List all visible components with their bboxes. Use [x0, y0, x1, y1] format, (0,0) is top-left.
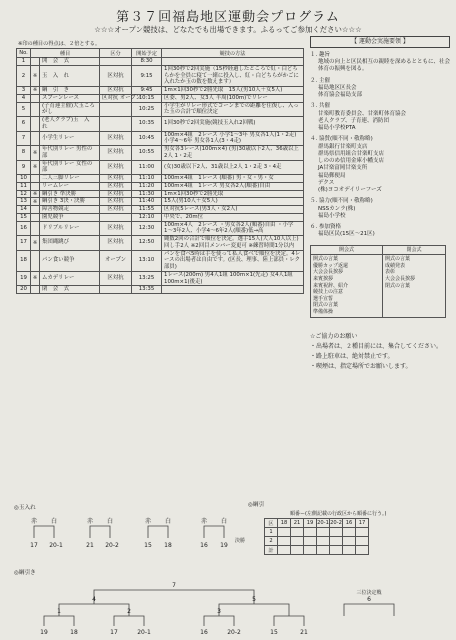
start-time: 10:25 — [132, 102, 162, 117]
event-method: 男女各3レース(100m×4) (男)30歳以下2人、36歳以上2人 1・2走 — [162, 146, 304, 161]
event-category — [100, 58, 132, 66]
list-item: デクス — [318, 179, 335, 186]
row-number: 3 — [17, 87, 31, 95]
double-score-mark — [31, 206, 40, 214]
event-method: 1回30秒で2回実施（15秒経過したところで紅・白どちらかを全員に寝て一緒に投入し、紅・白どちらがかごに入れたか玉の数を数えます） — [162, 65, 304, 86]
team-num: 18 — [164, 542, 172, 549]
event-name: 綱引き 3決・決勝 — [40, 198, 100, 206]
list-item: しののめ信用金庫小幡支店 — [318, 158, 385, 165]
double-score-mark: ※ — [31, 146, 40, 161]
program-row — [17, 160, 304, 175]
team-num: 20-1 — [137, 629, 151, 636]
event-method: 小学生がリレー形式でコーンまでの距離を往復し、入った玉の合計で順位決定 — [162, 102, 304, 117]
start-time: 10:35 — [132, 117, 162, 132]
team-num: 20-2 — [105, 542, 119, 549]
list-item: NSSカンラ(株) — [318, 205, 356, 212]
event-category: 区対抗 — [100, 236, 132, 251]
row-number: 5 — [17, 102, 31, 117]
event-name: 集団縄跳び — [40, 236, 100, 251]
event-method: 1m×1回30秒で2勝先取 15人(男10人＋女5人) — [162, 87, 304, 95]
team-num: 19 — [40, 629, 48, 636]
program-row — [17, 65, 304, 86]
team-num: 15 — [270, 629, 278, 636]
score-header: 20-1 — [317, 520, 329, 526]
start-time: 11:30 — [132, 190, 162, 198]
row-number: 1 — [17, 58, 31, 66]
start-time: 12:50 — [132, 236, 162, 251]
event-method: 区委、男2人、女3人 半周(100m)でリレー — [162, 94, 304, 102]
ceremony-item: 閉式の言葉 — [313, 302, 339, 309]
double-score-mark — [31, 117, 40, 132]
row-number: 7 — [17, 131, 31, 146]
team-num: 21 — [86, 542, 94, 549]
row-number: 9 — [17, 160, 31, 175]
col-event: 種目 — [31, 49, 100, 58]
section-eligibility — [310, 224, 450, 239]
pair-3-a: 赤 — [200, 518, 208, 525]
event-name: (老人クラブ)玉 入 れ — [40, 117, 100, 132]
start-time: 11:10 — [132, 175, 162, 183]
program-body — [17, 58, 304, 294]
ceremony-order-table — [310, 245, 446, 318]
ceremony-item: 準備体操 — [313, 309, 334, 315]
ceremony-item: 開式の言葉 — [384, 256, 410, 263]
col-method: 競技の方法 — [162, 49, 304, 58]
tsunahiki-bracket — [14, 576, 434, 636]
score-header: 20-2 — [330, 520, 342, 526]
request-item: ・出場者は、２種目前には、集合してください。 — [310, 342, 443, 350]
program-row — [17, 58, 304, 66]
event-name: 小学生リレー — [40, 131, 100, 146]
team-num: 18 — [70, 629, 78, 636]
bracket-top: 2 — [127, 608, 131, 615]
row-number: 14 — [17, 206, 31, 214]
list-item: 福島地区区長会 — [318, 84, 357, 91]
list-item: 福島小学校PTA — [318, 125, 356, 132]
list-item: (株)ヨコオデイリーフーズ — [318, 187, 382, 194]
program-row — [17, 250, 304, 271]
program-row — [17, 131, 304, 146]
request-item: ・路上駐車は、絶対禁止です。 — [310, 352, 394, 360]
score-header: 17 — [356, 519, 369, 528]
team-num: 20-1 — [49, 542, 63, 549]
program-header-row — [17, 49, 304, 58]
event-category: 区対抗 — [100, 160, 132, 175]
event-method: 1m×1回30秒で2勝先取 — [162, 190, 304, 198]
event-name: 玉 入 れ — [40, 65, 100, 86]
event-category: 区対抗 — [100, 65, 132, 86]
event-method: 100m×4人 2レース ・男女各2人(順番)自由 ・小学1〜3年2人、小学4〜6年2人(順番)低→高 — [162, 221, 304, 236]
event-category — [100, 102, 132, 117]
third-place-label: 三位決定戦 — [356, 590, 382, 596]
bracket-top: 3 — [217, 608, 221, 615]
event-method: 1レース(200m) 男4人1組 100m×1(先走) 女4人1組 100m×1(後走) — [162, 271, 304, 286]
double-score-mark: ※ — [31, 236, 40, 251]
program-row — [17, 102, 304, 117]
program-table — [16, 48, 304, 294]
double-score-mark — [31, 58, 40, 66]
event-method: 100m×4組 2レース 小学1〜3年 男女各1人(1・2走) 小学4〜6年 男女各1人(3・4走) — [162, 131, 304, 146]
event-method: 区対抗5レース(男3人・女2人) — [162, 206, 304, 214]
row-number: 17 — [17, 236, 31, 251]
pair-0-a: 赤 — [30, 518, 38, 525]
event-category: 区対抗 — [100, 198, 132, 206]
section-title: ５. 協力(順不同・敬称略) — [310, 198, 373, 205]
event-method: 100m×4組 1レース 男女各2人(順番)自由 — [162, 182, 304, 190]
event-category: 区対抗 — [100, 221, 132, 236]
program-row — [17, 213, 304, 221]
team-num: 17 — [110, 629, 118, 636]
row-number: 6 — [17, 117, 31, 132]
event-name: 年代別リレー 男性の部 — [40, 146, 100, 161]
section-host — [310, 78, 450, 100]
double-score-mark — [31, 182, 40, 190]
start-time: 12:10 — [132, 213, 162, 221]
start-time: 11:55 — [132, 206, 162, 214]
double-score-mark — [31, 131, 40, 146]
ceremony-item: 来賓祝辞、紹介 — [313, 282, 349, 289]
event-method: パンを食べ5時は手を使って私人食べで順位を決定。4レースの出場者は自由です。(区長、理事、陸上部員・レク部員) — [162, 250, 304, 271]
program-row — [17, 221, 304, 236]
bracket-top: 4 — [92, 596, 96, 603]
list-item: JA甘楽富岡甘楽支所 — [318, 165, 368, 172]
event-method: 縄数2回の合計で順位を決定。選手15人(大人10人以上) 回し手2人 ※2回目メンバー変更可 ※練習時間1分以内 — [162, 236, 304, 251]
score-table — [264, 518, 369, 555]
event-category: 区対抗 オープン — [100, 94, 132, 102]
ceremony-item: 大会会長挨拶 — [313, 269, 344, 276]
tamaire-bracket — [14, 512, 254, 552]
program-row — [17, 175, 304, 183]
score-row-label: 計 — [265, 546, 278, 555]
event-name: (子育連主催)大玉ころがし — [40, 102, 100, 117]
bracket-top: 6 — [367, 596, 371, 603]
ceremony-item: 来賓挨拶 — [313, 276, 334, 283]
pair-0-b: 白 — [50, 518, 58, 525]
double-score-mark — [31, 250, 40, 271]
score-row-label: 2 — [265, 537, 278, 546]
pair-1-a: 赤 — [86, 518, 94, 525]
event-name: スプーンレース — [40, 94, 100, 102]
event-category: 区対抗 — [100, 206, 132, 214]
program-row — [17, 94, 304, 102]
scoring-note: ※印の種目の得点は、２倍とする。 — [18, 41, 101, 47]
section-title: ２. 主催 — [310, 77, 330, 84]
event-category — [100, 213, 132, 221]
team-num: 16 — [200, 542, 208, 549]
event-name: 綱引き 準決勝 — [40, 190, 100, 198]
event-name: 障害物競走 — [40, 206, 100, 214]
row-number: 16 — [17, 221, 31, 236]
event-category: 区対抗 — [100, 271, 132, 286]
list-item: 福島郵便局 — [318, 172, 346, 179]
program-row — [17, 236, 304, 251]
row-number: 20 — [17, 286, 31, 294]
double-score-mark: ※ — [31, 65, 40, 86]
section-cohost — [310, 103, 450, 132]
event-category: オープン — [100, 250, 132, 271]
opening-ceremony-list — [311, 255, 383, 317]
event-method: 1回30秒で2回実施(競技玉入れ2回戦) — [162, 117, 304, 132]
double-score-mark — [31, 94, 40, 102]
row-number: 12 — [17, 190, 31, 198]
program-row — [17, 190, 304, 198]
event-category: 区対抗 — [100, 131, 132, 146]
pair-3-b: 白 — [220, 518, 228, 525]
page-title: 第３７回福島地区運動会プログラム — [116, 10, 340, 25]
ceremony-item: 大会会長挨拶 — [384, 276, 415, 283]
list-item: 甘楽町教育委員会、甘楽町体育協会 — [318, 110, 407, 117]
section-sponsors — [310, 136, 450, 194]
program-row — [17, 87, 304, 95]
program-row — [17, 198, 304, 206]
start-time: 11:00 — [132, 160, 162, 175]
event-category: 区対抗 — [100, 175, 132, 183]
row-number: 15 — [17, 213, 31, 221]
guidelines-panel — [310, 36, 450, 372]
row-number: 8 — [17, 146, 31, 161]
event-name: 閉 会 式 — [40, 286, 100, 294]
event-method: 100m×4組 1レース (順番) 男・女・男・女 — [162, 175, 304, 183]
section-title: ４. 協賛(順不同・敬称略) — [310, 136, 373, 143]
row-number: 11 — [17, 182, 31, 190]
start-time: 13:10 — [132, 250, 162, 271]
row-number: 18 — [17, 250, 31, 271]
pair-2-b: 白 — [164, 518, 172, 525]
double-score-mark: ※ — [31, 198, 40, 206]
list-item: 群馬県信用組合甘楽町支店 — [318, 150, 385, 157]
program-row — [17, 271, 304, 286]
start-time: 13:25 — [132, 271, 162, 286]
guidelines-heading: 【 運動会実施要領 】 — [310, 36, 450, 48]
col-no: No. — [17, 49, 31, 58]
ceremony-item: 表彰 — [384, 269, 395, 276]
event-name: 年代別リレー 女性の部 — [40, 160, 100, 175]
list-item: 群馬銀行甘楽町支店 — [318, 143, 368, 150]
program-row — [17, 206, 304, 214]
requests-block — [310, 332, 450, 373]
program-row — [17, 117, 304, 132]
event-name: ドリブルリレー — [40, 221, 100, 236]
double-score-mark: ※ — [31, 160, 40, 175]
section-body: 福島区民(15区〜21区) — [318, 231, 375, 238]
program-row — [17, 286, 304, 294]
team-num: 17 — [30, 542, 38, 549]
score-row-label: 1 — [265, 528, 278, 537]
start-time: 13:35 — [132, 286, 162, 294]
event-method: (女)30歳以下2人、31歳以上2人 1・2走 3・4走 — [162, 160, 304, 175]
double-score-mark — [31, 175, 40, 183]
event-name: 園児競争 — [40, 213, 100, 221]
event-category — [100, 117, 132, 132]
final-note: 決勝 — [234, 538, 246, 544]
start-time: 10:55 — [132, 146, 162, 161]
event-method — [162, 286, 304, 294]
row-number: 19 — [17, 271, 31, 286]
double-score-mark: ※ — [31, 87, 40, 95]
score-header: 区 — [265, 519, 278, 528]
start-time: 9:15 — [132, 65, 162, 86]
relay-score-label: ◎綱引 — [248, 502, 265, 508]
ceremony-item: 優勝カップ返還 — [313, 262, 348, 269]
requests-title: ☆ご協力のお願い — [310, 332, 358, 340]
closing-ceremony-list — [382, 255, 445, 317]
tamaire-label: ◎玉入れ — [14, 505, 36, 511]
team-num: 19 — [220, 542, 228, 549]
ceremony-item: 成績発表 — [384, 262, 405, 269]
ceremony-item: 開式の言葉 — [313, 256, 339, 263]
event-category: 区対抗 — [100, 146, 132, 161]
event-method: 中央で、20m位 — [162, 213, 304, 221]
start-time: 11:20 — [132, 182, 162, 190]
section-title: １. 趣旨 — [310, 51, 330, 58]
bracket-top: 1 — [57, 608, 61, 615]
event-category — [100, 286, 132, 294]
event-category: 区対抗 — [100, 190, 132, 198]
program-row — [17, 146, 304, 161]
section-title: ３. 共催 — [310, 103, 330, 110]
bracket-top: 7 — [172, 582, 176, 589]
event-category: 区対抗 — [100, 87, 132, 95]
event-method — [162, 58, 304, 66]
list-item: 老人クラブ、子育連、消防団 — [318, 117, 390, 124]
event-name: 二人三脚リレー — [40, 175, 100, 183]
event-name: 綱 引 き — [40, 87, 100, 95]
col-category: 区分 — [100, 49, 132, 58]
start-time: 11:40 — [132, 198, 162, 206]
section-cooperation — [310, 198, 450, 220]
section-purpose — [310, 52, 450, 74]
event-method: 15人(男10人＋女5人) — [162, 198, 304, 206]
ceremony-item: 選手宣誓 — [313, 295, 334, 302]
page-subtitle: ☆☆☆オープン競技は、どなたでも出場できます。ふるってご参加ください☆☆☆ — [94, 25, 362, 34]
pair-1-b: 白 — [106, 518, 114, 525]
event-name: 開 会 式 — [40, 58, 100, 66]
opening-ceremony-header: 開会式 — [311, 245, 383, 255]
team-num: 16 — [200, 629, 208, 636]
program-row — [17, 182, 304, 190]
section-body: 地域の向上と区民相互の親睦を深めるとともに、社会体育の振興を図る。 — [318, 59, 451, 73]
double-score-mark — [31, 286, 40, 294]
start-time: 10:45 — [132, 131, 162, 146]
row-number: 13 — [17, 198, 31, 206]
row-number: 10 — [17, 175, 31, 183]
start-time: 12:30 — [132, 221, 162, 236]
double-score-mark: ※ — [31, 271, 40, 286]
bracket-top: 5 — [252, 596, 256, 603]
ceremony-item: 競技上の注意 — [313, 289, 344, 296]
list-item: 体育協会福島支部 — [318, 92, 363, 99]
event-name: ムカデリレー — [40, 271, 100, 286]
pair-2-a: 赤 — [144, 518, 152, 525]
event-category: 区対抗 — [100, 182, 132, 190]
team-num: 15 — [144, 542, 152, 549]
team-num: 21 — [300, 629, 308, 636]
section-title: ６. 参加資格 — [310, 224, 341, 231]
score-header: 19 — [304, 519, 317, 528]
list-item: 福島小学校 — [318, 212, 346, 219]
start-time: 9:45 — [132, 87, 162, 95]
double-score-mark — [31, 213, 40, 221]
row-number: 4 — [17, 94, 31, 102]
score-header: 16 — [343, 519, 356, 528]
score-header: 18 — [278, 519, 291, 528]
double-score-mark — [31, 102, 40, 117]
row-number: 2 — [17, 65, 31, 86]
team-num: 20-2 — [227, 629, 241, 636]
score-header: 21 — [291, 519, 304, 528]
score-caption: 順番ー(左側記載の行政区から順番に行う。) — [290, 511, 387, 517]
start-time: 10:15 — [132, 94, 162, 102]
start-time: 8:30 — [132, 58, 162, 66]
col-time: 開始予定 — [132, 49, 162, 58]
closing-ceremony-header: 閉会式 — [382, 245, 445, 255]
double-score-mark — [31, 221, 40, 236]
event-name: パン食い競争 — [40, 250, 100, 271]
request-item: ・喫煙は、指定場所でお願いします。 — [310, 363, 412, 371]
double-score-mark: ※ — [31, 190, 40, 198]
event-name: リームレー — [40, 182, 100, 190]
ceremony-item: 閉式の言葉 — [384, 282, 410, 289]
tsunahiki-label: ◎綱引き — [14, 570, 36, 576]
